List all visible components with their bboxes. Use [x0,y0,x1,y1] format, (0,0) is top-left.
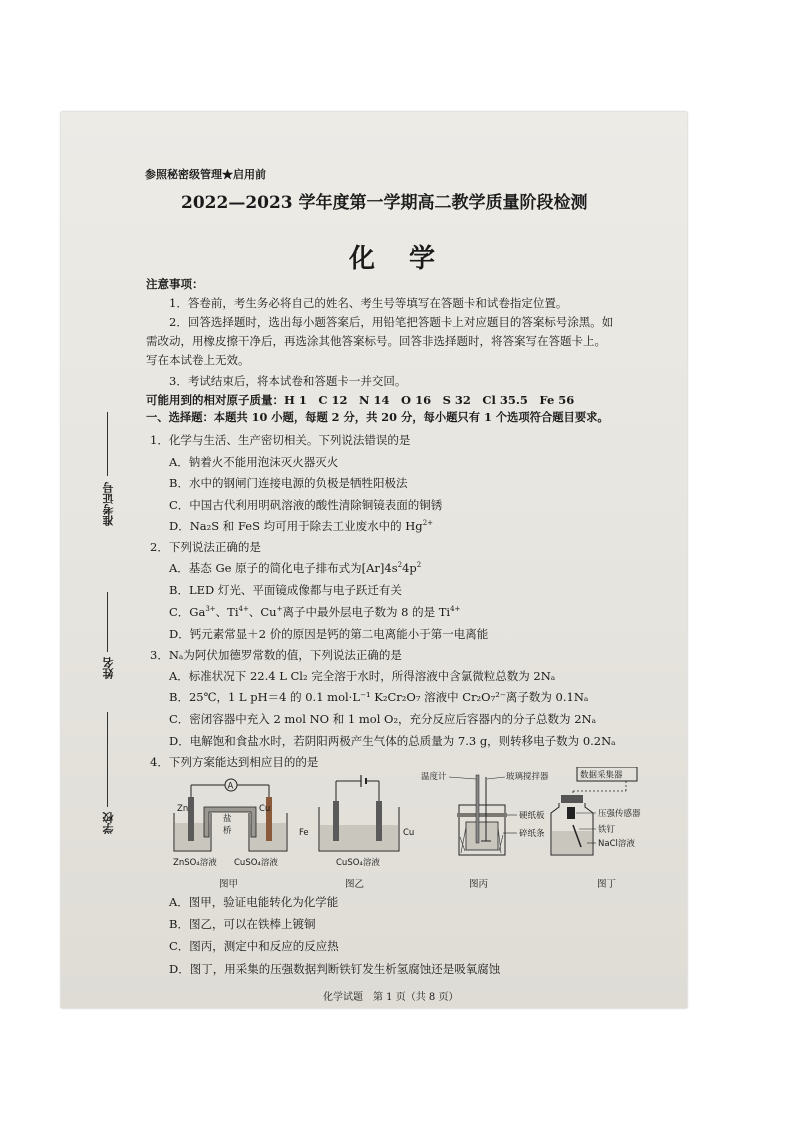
exam-sheet [61,112,687,1008]
paper-strips-label: 碎纸条 [519,829,545,839]
fe-label: Fe [299,828,309,838]
q4-option-d: D．图丁，用采集的压强数据判断铁钉发生析氢腐蚀还是吸氧腐蚀 [169,962,501,976]
iron-rod [333,801,339,841]
pressure-sensor [567,807,575,819]
atomic-masses: 可能用到的相对原子质量：H 1 C 12 N 14 O 16 S 32 Cl 35.5 Fe 56 [146,393,575,407]
notice-item-3: 3．考试结束后，将本试卷和答题卡一并交回。 [169,374,407,388]
exam-id-line [107,412,108,476]
exam-id-label: 准考证号 [102,482,115,526]
stopper [561,795,583,803]
figure-yi-caption: 图乙 [345,879,365,890]
q3-option-c: C．密闭容器中充入 2 mol NO 和 1 mol O₂，充分反应后容器内的分子总数为 2Nₐ [169,712,597,726]
q1-option-b: B．水中的钢闸门连接电源的负极是牺牲阳极法 [169,476,408,490]
q2-stem: 2．下列说法正确的是 [150,540,261,554]
name-label: 姓名 [102,657,115,679]
thermometer-label: 温度计 [421,772,447,782]
figure-yi [299,775,414,890]
page-footer: 化学试题 第 1 页（共 8 页） [323,992,459,1003]
subject-title: 化 学 [349,244,440,274]
nail-label: 铁钉 [598,825,616,835]
q3-option-a: A．标准状况下 22.4 L Cl₂ 完全溶于水时，所得溶液中含氯微粒总数为 2Nₐ [169,669,556,683]
cardboard-lid [457,813,507,817]
cuso4-label-jia: CuSO₄溶液 [234,858,278,868]
q3-stem: 3．Nₐ为阿伏加德罗常数的值，下列说法正确的是 [150,648,402,662]
q3-option-b: B．25℃，1 L pH＝4 的 0.1 mol·L⁻¹ K₂Cr₂O₇ 溶液中 Cr₂O₇²⁻离子数为 0.1Nₐ [169,690,589,704]
section-1-heading: 一、选择题：本题共 10 小题，每题 2 分，共 20 分，每小题只有 1 个选项符合题目要求。 [146,410,609,424]
notice-heading: 注意事项： [146,277,204,291]
q1-stem: 1．化学与生活、生产密切相关。下列说法错误的是 [150,433,411,447]
q1-option-d: D．Na₂S 和 FeS 均可用于除去工业废水中的 $Hg^{2+}$ [169,519,434,533]
q1-option-a: A．钠着火不能用泡沫灭火器灭火 [169,455,339,469]
q4-stem: 4．下列方案能达到相应目的的是 [150,755,319,769]
salt-bridge-label-2: 桥 [223,826,232,836]
figure-jia-caption: 图甲 [219,879,239,890]
cardboard-label: 硬纸板 [519,811,545,821]
q4-option-b: B．图乙，可以在铁棒上镀铜 [169,917,316,931]
data-collector-label: 数据采集器 [580,770,623,781]
figure-jia [173,779,287,890]
cu-label-yi: Cu [403,828,415,838]
q3-option-d: D．电解饱和食盐水时，若阴阳两极产生气体的总质量为 7.3 g，则转移电子数为 0.2Nₐ [169,734,616,748]
cu-label: Cu [259,804,271,814]
figure-ding [551,767,641,890]
school-label: 学校 [102,812,115,834]
figure-ding-caption: 图丁 [597,879,617,890]
cuso4-label-yi: CuSO₄溶液 [336,858,380,868]
zinc-electrode [188,797,194,841]
q2-option-b: B．LED 灯光、平面镜成像都与电子跃迁有关 [169,583,402,597]
notice-item-2a: 2．回答选择题时，选出每小题答案后，用铅笔把答题卡上对应题目的答案标号涂黑。如 [169,315,614,329]
q1-option-c: C．中国古代利用明矾溶液的酸性清除铜镜表面的铜锈 [169,498,443,512]
q2-option-c: C．$Ga^{3+}$、$Ti^{4+}$、Cu+离子中最外层电子数为 8 的是 $Ti^{4+}$ [169,605,461,619]
zn-label: Zn [177,804,189,814]
znso4-label: ZnSO₄溶液 [173,858,217,868]
thermometer-icon [476,775,479,843]
q4-figures [61,767,687,897]
q4-option-a: A．图甲，验证电能转化为化学能 [169,895,339,909]
name-line [107,592,108,652]
nacl-label: NaCl溶液 [598,839,635,849]
inner-beaker [466,822,498,850]
q4-option-c: C．图丙，测定中和反应的反应热 [169,939,339,953]
figure-bing-caption: 图丙 [469,879,489,890]
confidential-label: 参照秘密级管理★启用前 [145,168,266,181]
figure-bing [421,771,549,890]
q2-option-d: D．钙元素常显＋2 价的原因是钙的第二电离能小于第一电离能 [169,627,489,641]
ammeter-label: A [227,781,234,792]
q2-option-a: A．基态 Ge 原子的简化电子排布式为$[Ar]4s^24p^2$ [169,561,422,575]
copper-rod [376,801,382,841]
pressure-sensor-label: 压强传感器 [598,809,641,819]
notice-item-2b: 需改动，用橡皮擦干净后，再选涂其他答案标号。回答非选择题时，将答案写在答题卡上。 [146,334,606,348]
notice-item-1: 1．答卷前，考生务必将自己的姓名、考生号等填写在答题卡和试卷指定位置。 [169,296,568,310]
notice-item-2c: 写在本试卷上无效。 [146,353,250,367]
stirrer-label: 玻璃搅拌器 [506,772,549,782]
exam-title: 2022—2023 学年度第一学期高二教学质量阶段检测 [181,193,588,213]
salt-bridge-label-1: 盐 [223,814,232,824]
